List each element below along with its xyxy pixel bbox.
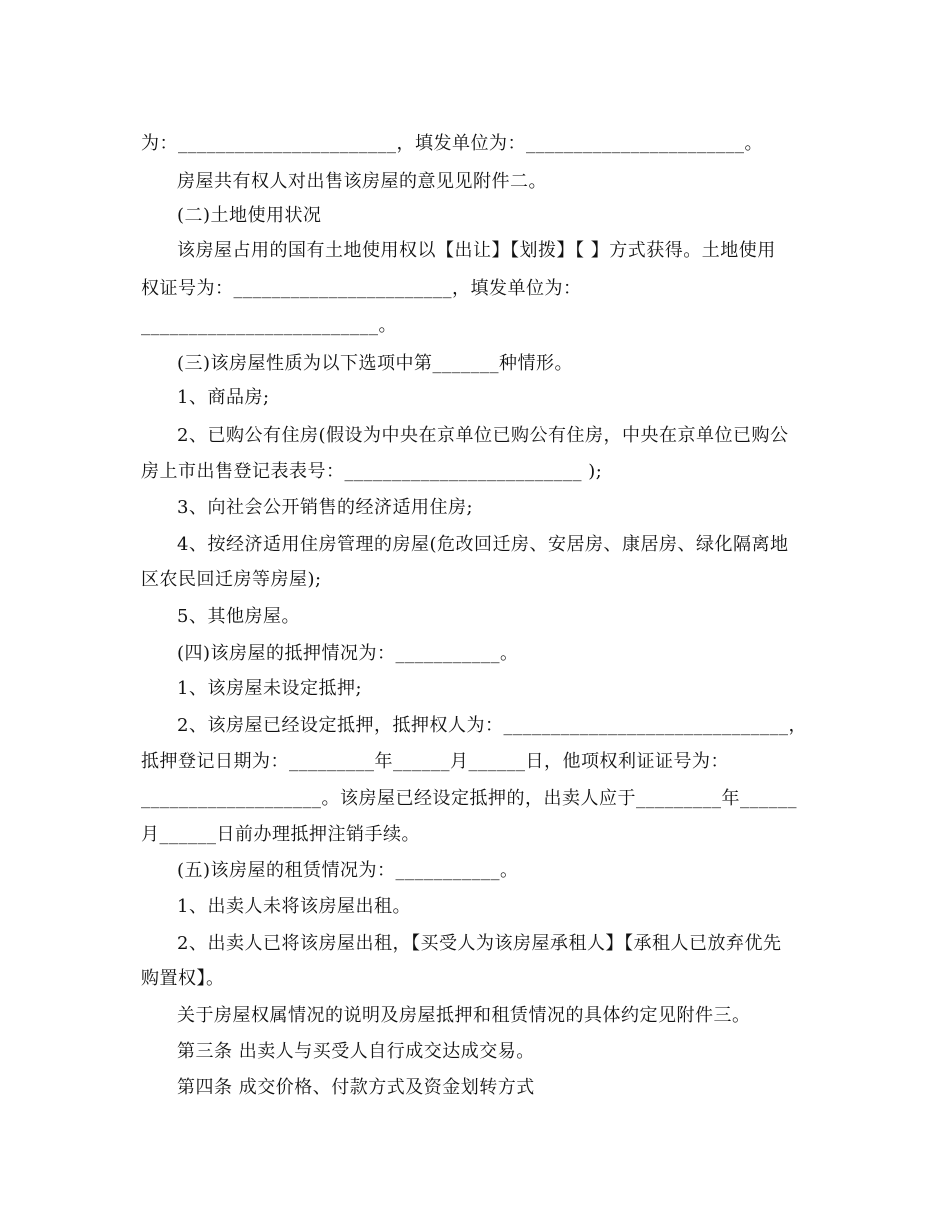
list-item: 3、向社会公开销售的经济适用住房; [177,497,474,518]
list-item: 1、该房屋未设定抵押; [177,678,363,699]
text-line: ___________________。该房屋已经设定抵押的，出卖人应于_________年______ [141,788,797,809]
list-item: 5、其他房屋。 [177,606,300,627]
text-line: 月______日前办理抵押注销手续。 [141,824,420,845]
list-item: 1、商品房; [177,387,270,408]
list-item: 4、按经济适用住房管理的房屋(危改回迁房、安居房、康居房、绿化隔离地 [177,534,789,555]
text-line: 房屋共有权人对出售该房屋的意见见附件二。 [177,171,547,192]
text-line: 抵押登记日期为：_________年______月______日，他项权利证证号为： [141,751,729,772]
list-item: 2、出卖人已将该房屋出租，【买受人为该房屋承租人】【承租人已放弃优先 [177,933,782,954]
article-heading: 第三条 出卖人与买受人自行成交达成交易。 [177,1041,535,1062]
text-line: 权证号为：_______________________，填发单位为： [141,278,582,299]
section-heading: (四)该房屋的抵押情况为：___________。 [177,643,519,664]
section-heading: (二)土地使用状况 [177,205,322,226]
text-line: 区农民回迁房等房屋); [141,569,322,590]
list-item: 2、该房屋已经设定抵押，抵押权人为：______________________________， [177,715,807,736]
text-line: 购置权】。 [141,968,225,989]
text-line: 为：_______________________，填发单位为：_______________________。 [141,133,763,154]
section-heading: (五)该房屋的租赁情况为：___________。 [177,860,519,881]
text-line: 房上市出售登记表表号：_________________________ ); [141,461,603,482]
article-heading: 第四条 成交价格、付款方式及资金划转方式 [177,1077,535,1098]
list-item: 2、已购公有住房(假设为中央在京单位已购公有住房，中央在京单位已购公 [177,425,789,446]
text-line: _________________________。 [141,315,397,336]
text-line: 该房屋占用的国有土地使用权以【出让】【划拨】【 】方式获得。土地使用 [177,240,776,261]
list-item: 1、出卖人未将该房屋出租。 [177,896,411,917]
section-heading: (三)该房屋性质为以下选项中第_______种情形。 [177,353,574,374]
text-line: 关于房屋权属情况的说明及房屋抵押和租赁情况的具体约定见附件三。 [177,1005,751,1026]
